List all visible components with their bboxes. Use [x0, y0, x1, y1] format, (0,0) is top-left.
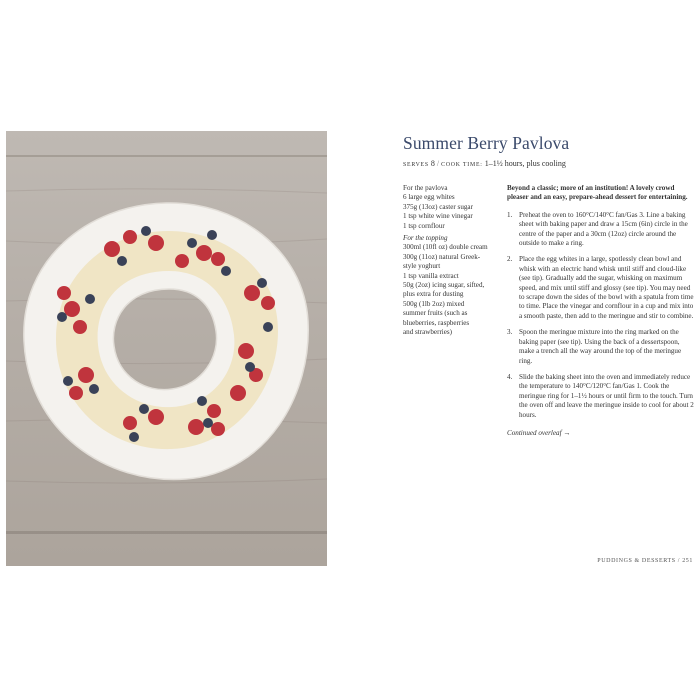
- step-number: 2.: [507, 255, 513, 264]
- serves-value: 8: [430, 159, 435, 168]
- pavlova-illustration: [6, 131, 327, 566]
- page-number: 251: [682, 558, 693, 564]
- ingredients-heading-pavlova: For the pavlova: [403, 184, 448, 192]
- ingredient-line: summer fruits (such as: [403, 309, 468, 318]
- ingredient-line: 500g (1lb 2oz) mixed: [403, 299, 465, 308]
- step-text: Place the egg whites in a large, spotlessly clean bowl and whisk with an electric hand whisk until stiff and cloud-like (see tip). Gradually add the sugar, whisking on maximum speed, and mix until stiff and glossy (see tip). You may need to scrape down the sides of the bowl with a spatula from time to time. Place the vinegar and cornflour in a cup and mix into a smooth paste, then add to the meringue and stir to combine.: [519, 255, 694, 320]
- serves-label: SERVES: [403, 162, 429, 168]
- ingredient-line: 375g (13oz) caster sugar: [403, 202, 473, 211]
- step-text: Preheat the oven to 160°C/140°C fan/Gas 3. Line a baking sheet with baking paper and draw a 15cm (6in) circle in the centre of the paper and a 30cm (12oz) circle around the outside to make a ring.: [519, 210, 688, 248]
- method-step: [507, 255, 695, 321]
- ingredient-line: 6 large egg whites: [403, 193, 455, 202]
- continued-overleaf: Continued overleaf →: [507, 428, 571, 437]
- meta-separator: /: [436, 159, 440, 168]
- ingredient-line: 300ml (10fl oz) double cream: [403, 243, 488, 252]
- pavlova-photo: [6, 131, 327, 566]
- step-number: 4.: [507, 372, 513, 381]
- step-text: Slide the baking sheet into the oven and immediately reduce the temperature to 140°C/120°C fan/Gas 1. Cook the meringue ring for 1–1½ hours or until firm to the touch. Turn the oven off and leave the meringue inside to cool for about 2 hours.: [519, 372, 694, 419]
- cook-time-value: 1–1½ hours, plus cooling: [484, 159, 566, 168]
- ingredient-line: 50g (2oz) icing sugar, sifted,: [403, 281, 485, 290]
- ingredient-line: 300g (11oz) natural Greek-: [403, 252, 481, 261]
- page-footer: [597, 558, 693, 564]
- method-steps: [507, 211, 695, 420]
- cook-time-label: COOK TIME:: [441, 162, 483, 168]
- ingredient-line: 1 tsp cornflour: [403, 221, 445, 230]
- ingredient-line: 1 tsp vanilla extract: [403, 271, 459, 280]
- step-number: 1.: [507, 210, 513, 219]
- step-text: Spoon the meringue mixture into the ring marked on the baking paper (see tip). Using the back of a dessertspoon, make a trench all the way around the top of the meringue ring.: [519, 328, 682, 365]
- ingredient-line: blueberries, raspberries: [403, 318, 470, 327]
- method-step: [507, 373, 695, 420]
- ingredient-line: plus extra for dusting: [403, 290, 464, 299]
- step-number: 3.: [507, 328, 513, 337]
- recipe-meta: [403, 159, 566, 168]
- footer-section: PUDDINGS & DESSERTS: [597, 558, 676, 564]
- meringue-ring: [24, 203, 308, 480]
- recipe-title: Summer Berry Pavlova: [403, 133, 570, 153]
- method-step: [507, 328, 695, 366]
- ingredients-list: [403, 184, 495, 338]
- ingredient-line: style yoghurt: [403, 262, 441, 271]
- footer-separator: /: [677, 558, 681, 564]
- ingredients-heading-topping: For the topping: [403, 234, 448, 243]
- recipe-intro: Beyond a classic; more of an institution! A lovely crowd pleaser and an easy, prepare-ahead dessert for entertaining.: [507, 184, 688, 202]
- ingredient-line: and strawberries): [403, 328, 453, 337]
- method-step: [507, 211, 695, 249]
- ingredient-line: 1 tsp white wine vinegar: [403, 212, 473, 221]
- method-column: [507, 184, 695, 438]
